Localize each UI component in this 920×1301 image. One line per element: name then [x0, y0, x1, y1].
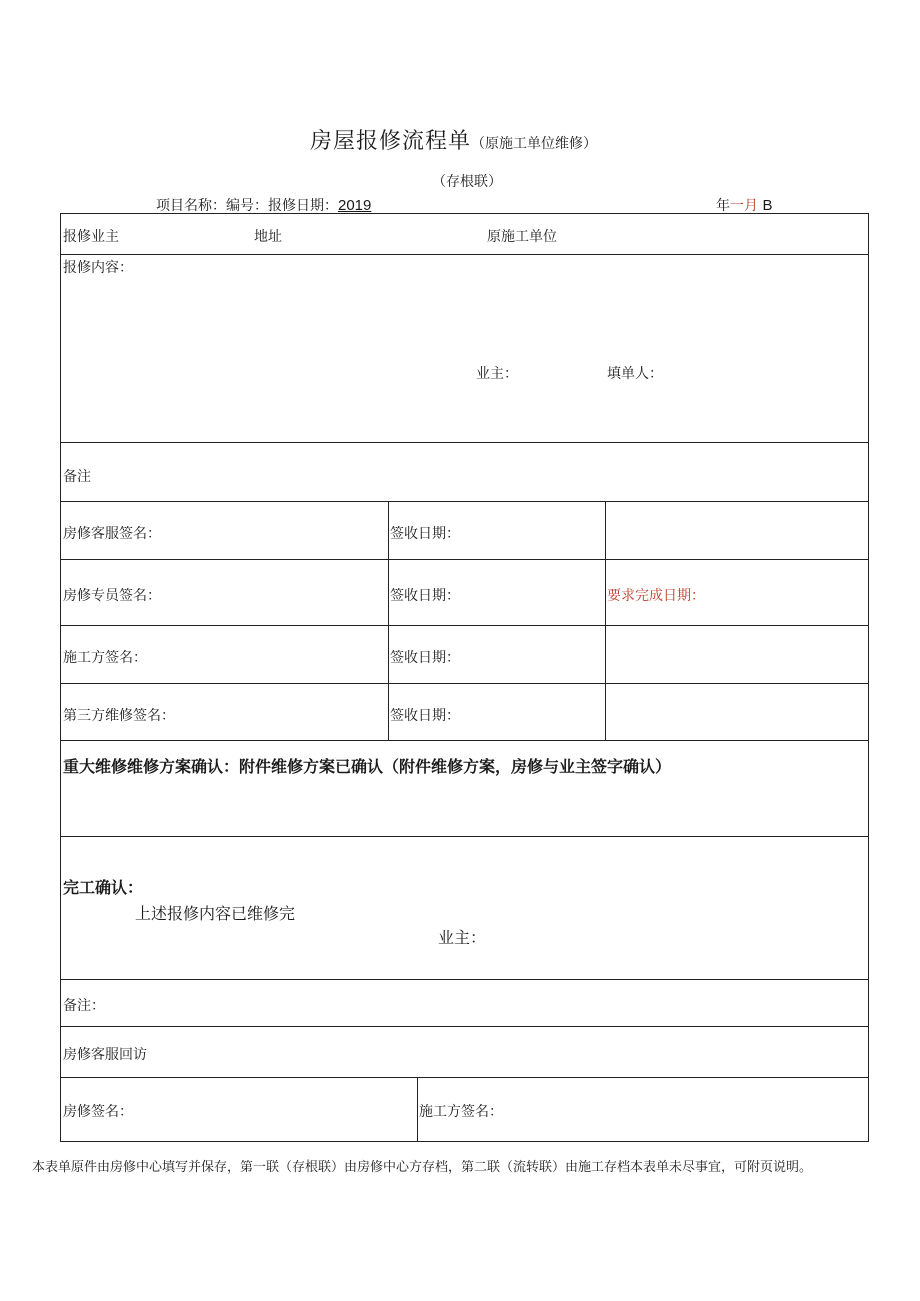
remark-label: 备注: [63, 469, 91, 485]
meta-day: B: [762, 197, 773, 214]
remark2-label: 备注：: [63, 998, 105, 1014]
meta-date: [716, 195, 772, 215]
owner-label: 报修业主: [63, 229, 119, 245]
contractor-label: 原施工单位: [487, 229, 557, 245]
specialist-date-label: 签收日期：: [390, 588, 460, 604]
page-title: [310, 124, 597, 155]
contractor-date-label: 签收日期：: [390, 650, 460, 666]
contractor-sign-label: 施工方签名：: [63, 650, 147, 666]
owner-sign-label: 业主：: [476, 366, 518, 382]
specialist-sign-label: 房修专员签名：: [63, 588, 161, 604]
content-label: 报修内容：: [63, 260, 133, 276]
meta-year-label: 年: [716, 198, 730, 214]
title-main: 房屋报修流程单: [310, 129, 472, 154]
filler-label: 填单人：: [607, 366, 663, 382]
third-party-date-label: 签收日期：: [390, 708, 460, 724]
final-contractor-sign-label: 施工方签名：: [419, 1104, 503, 1120]
title-sub: （原施工单位维修）: [471, 136, 598, 152]
major-repair-text: 重大维修维修方案确认：附件维修方案已确认（附件维修方案，房修与业主签字确认）: [63, 757, 672, 776]
completion-label: 完工确认：: [63, 878, 144, 897]
copy-label: （存根联）: [432, 174, 502, 190]
meta-line: [156, 195, 371, 215]
meta-month: 一月: [730, 198, 758, 214]
meta-year: 2019: [338, 197, 372, 214]
callback-label: 房修客服回访: [63, 1047, 147, 1063]
address-label: 地址: [254, 229, 282, 245]
meta-left: 项目名称：编号：报修日期：: [156, 198, 338, 214]
completion-text: 上述报修内容已维修完: [135, 904, 296, 923]
service-sign-label: 房修客服签名：: [63, 526, 161, 542]
deadline-label: 要求完成日期：: [607, 588, 705, 604]
footer-note: 本表单原件由房修中心填写并保存，第一联（存根联）由房修中心方存档，第二联（流转联）由施工存档本表单未尽事宜，可附页说明。: [32, 1160, 813, 1175]
third-party-sign-label: 第三方维修签名：: [63, 708, 175, 724]
repair-sign-label: 房修签名：: [63, 1104, 133, 1120]
service-date-label: 签收日期：: [390, 526, 460, 542]
completion-owner-label: 业主：: [438, 928, 487, 947]
repair-form: [60, 213, 869, 1142]
